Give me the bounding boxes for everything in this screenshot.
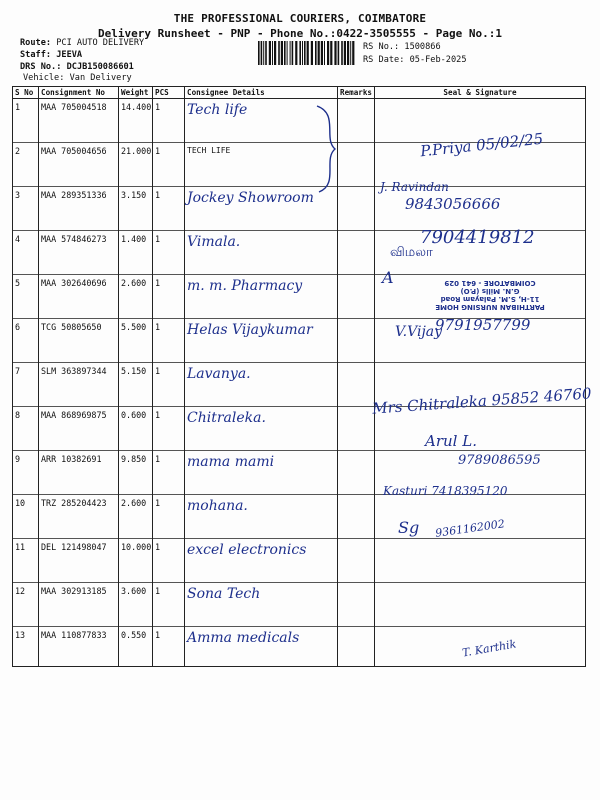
- cell-remarks: [338, 231, 375, 275]
- cell-pcs: 1: [153, 407, 185, 451]
- barcode-bar: [352, 41, 354, 65]
- barcode-bar: [341, 41, 343, 65]
- cell-remarks: [338, 99, 375, 143]
- signature-bottom: T. Karthik: [461, 637, 518, 660]
- cell-pcs: 1: [153, 583, 185, 627]
- barcode-bar: [344, 41, 346, 65]
- col-header-seal: Seal & Signature: [375, 87, 586, 99]
- col-header-consignee: Consignee Details: [185, 87, 338, 99]
- signature-row-11-phone: 9361162002: [434, 517, 506, 540]
- cell-sno: 9: [13, 451, 39, 495]
- runsheet-table: [12, 86, 586, 667]
- cell-consignee: TECH LIFE: [185, 143, 338, 187]
- signature-row-4-phone: 7904419812: [420, 227, 535, 248]
- staff-value: JEEVA: [56, 50, 83, 60]
- cell-consignment-no: MAA 302913185: [39, 583, 119, 627]
- barcode-bar: [290, 41, 291, 65]
- cell-sno: 8: [13, 407, 39, 451]
- signature-row-8: Mrs Chitraleka 95852 46760: [371, 384, 593, 418]
- rs-date-value: 05-Feb-2025: [409, 55, 467, 65]
- rs-no-value: 1500866: [404, 42, 441, 52]
- barcode-bar: [315, 41, 317, 65]
- staff-line: [20, 50, 82, 60]
- cell-pcs: 1: [153, 275, 185, 319]
- cell-consignee: m. m. Pharmacy: [185, 275, 338, 319]
- cell-remarks: [338, 187, 375, 231]
- cell-pcs: 1: [153, 495, 185, 539]
- barcode-bar: [269, 41, 271, 65]
- table-row: [13, 583, 586, 627]
- stamp-line-4: COIMBATORE - 641 029: [444, 279, 536, 287]
- cell-sno: 1: [13, 99, 39, 143]
- drs-value: DCJB150086601: [66, 62, 134, 72]
- cell-consignee: mohana.: [185, 495, 338, 539]
- cell-pcs: 1: [153, 539, 185, 583]
- drs-label: DRS No.:: [20, 62, 62, 72]
- signature-row-3-phone: 9843056666: [405, 195, 501, 213]
- rs-date-line: [363, 55, 467, 65]
- barcode-bar: [347, 41, 349, 65]
- cell-sno: 7: [13, 363, 39, 407]
- cell-weight: 2.600: [119, 495, 153, 539]
- cell-sno: 3: [13, 187, 39, 231]
- cell-consignee: Tech life: [185, 99, 338, 143]
- cell-consignment-no: TCG 50805650: [39, 319, 119, 363]
- cell-weight: 21.000: [119, 143, 153, 187]
- cell-consignment-no: MAA 302640696: [39, 275, 119, 319]
- barcode-bar: [295, 41, 297, 65]
- signature-row-4-name: விமலா: [390, 245, 433, 260]
- signature-row-5: A: [382, 268, 394, 287]
- cell-consignee: Amma medicals: [185, 627, 338, 667]
- cell-remarks: [338, 495, 375, 539]
- barcode-bar: [338, 41, 340, 65]
- route-line: [20, 38, 144, 48]
- cell-consignment-no: MAA 574846273: [39, 231, 119, 275]
- barcode-bar: [272, 41, 273, 65]
- col-header-consignment: Consignment No: [39, 87, 119, 99]
- table-row: [13, 407, 586, 451]
- barcode-bar: [278, 41, 280, 65]
- barcode-bar: [311, 41, 313, 65]
- barcode-bar: [299, 41, 301, 65]
- barcode-bar: [321, 41, 323, 65]
- stamp-line-2: 11-H, S.M. Palayam Road: [440, 295, 540, 303]
- cell-consignment-no: DEL 121498047: [39, 539, 119, 583]
- cell-seal-signature: [375, 583, 586, 627]
- barcode-bar: [324, 41, 325, 65]
- cell-weight: 0.600: [119, 407, 153, 451]
- signature-row-6-phone: 9791957799: [435, 316, 531, 334]
- cell-seal-signature: [375, 539, 586, 583]
- barcode-bar: [302, 41, 303, 65]
- col-header-weight: Weight: [119, 87, 153, 99]
- signature-row-10: Kasturi 7418395120: [383, 484, 508, 498]
- cell-consignment-no: MAA 705004656: [39, 143, 119, 187]
- barcode-bar: [258, 41, 260, 65]
- barcode-bar: [334, 41, 336, 65]
- barcode-bar: [304, 41, 306, 65]
- barcode-bar: [287, 41, 288, 65]
- cell-remarks: [338, 143, 375, 187]
- barcode-bar: [281, 41, 283, 65]
- cell-weight: 3.150: [119, 187, 153, 231]
- cell-pcs: 1: [153, 363, 185, 407]
- cell-sno: 10: [13, 495, 39, 539]
- cell-remarks: [338, 275, 375, 319]
- cell-sno: 12: [13, 583, 39, 627]
- staff-label: Staff:: [20, 50, 52, 60]
- runsheet-subtitle: Delivery Runsheet - PNP - Phone No.:0422-3505555 - Page No.:1: [98, 27, 502, 40]
- vehicle-value: Van Delivery: [69, 73, 132, 83]
- cell-remarks: [338, 539, 375, 583]
- barcode-bar: [284, 41, 286, 65]
- cell-sno: 2: [13, 143, 39, 187]
- barcode-bar: [292, 41, 294, 65]
- barcode-bar: [265, 41, 267, 65]
- bracket-mark: [313, 104, 343, 194]
- rs-no-line: [363, 42, 441, 52]
- signature-row-3-name: J. Ravindan: [380, 180, 449, 194]
- cell-weight: 1.400: [119, 231, 153, 275]
- rs-no-label: RS No.:: [363, 42, 400, 52]
- cell-sno: 13: [13, 627, 39, 667]
- cell-weight: 5.150: [119, 363, 153, 407]
- barcode-bar: [350, 41, 351, 65]
- cell-sno: 5: [13, 275, 39, 319]
- cell-consignee: Helas Vijaykumar: [185, 319, 338, 363]
- cell-consignment-no: SLM 363897344: [39, 363, 119, 407]
- cell-remarks: [338, 407, 375, 451]
- cell-pcs: 1: [153, 231, 185, 275]
- col-header-pcs: PCS: [153, 87, 185, 99]
- cell-remarks: [338, 583, 375, 627]
- barcode-bar: [327, 41, 329, 65]
- cell-weight: 9.850: [119, 451, 153, 495]
- table-header-row: [13, 87, 586, 99]
- route-label: Route:: [20, 38, 52, 48]
- barcode-bar: [318, 41, 320, 65]
- table-row: [13, 495, 586, 539]
- cell-consignment-no: TRZ 285204423: [39, 495, 119, 539]
- route-value: PCI AUTO DELIVERY: [56, 38, 145, 48]
- cell-remarks: [338, 451, 375, 495]
- stamp-line-3: G.N. Mills (P.O): [460, 287, 520, 295]
- cell-sno: 11: [13, 539, 39, 583]
- cell-consignee: Vimala.: [185, 231, 338, 275]
- col-header-remarks: Remarks: [338, 87, 375, 99]
- cell-weight: 0.550: [119, 627, 153, 667]
- table-row: [13, 539, 586, 583]
- cell-weight: 2.600: [119, 275, 153, 319]
- cell-pcs: 1: [153, 451, 185, 495]
- barcode-bar: [307, 41, 309, 65]
- cell-weight: 5.500: [119, 319, 153, 363]
- cell-sno: 4: [13, 231, 39, 275]
- company-title: THE PROFESSIONAL COURIERS, COIMBATORE: [173, 12, 427, 25]
- col-header-sno: S No: [13, 87, 39, 99]
- signature-row-2: P.Priya 05/02/25: [419, 129, 545, 161]
- cell-weight: 10.000: [119, 539, 153, 583]
- cell-consignment-no: MAA 110877833: [39, 627, 119, 667]
- cell-consignment-no: ARR 10382691: [39, 451, 119, 495]
- cell-consignment-no: MAA 289351336: [39, 187, 119, 231]
- barcode-bar: [263, 41, 264, 65]
- cell-weight: 14.400: [119, 99, 153, 143]
- cell-pcs: 1: [153, 187, 185, 231]
- signature-row-11-initials: Sg: [398, 518, 420, 537]
- cell-pcs: 1: [153, 143, 185, 187]
- cell-consignee: Sona Tech: [185, 583, 338, 627]
- cell-pcs: 1: [153, 319, 185, 363]
- signature-row-9-phone: 9789086595: [458, 453, 541, 468]
- cell-pcs: 1: [153, 627, 185, 667]
- cell-pcs: 1: [153, 99, 185, 143]
- signature-row-6-name: V.Vijay: [395, 324, 443, 340]
- barcode-bar: [330, 41, 332, 65]
- seal-stamp: [405, 269, 575, 311]
- vehicle-line: [23, 73, 132, 83]
- cell-remarks: [338, 319, 375, 363]
- barcode-image: [258, 41, 356, 65]
- cell-remarks: [338, 627, 375, 667]
- drs-line: [20, 62, 134, 72]
- vehicle-label: Vehicle:: [23, 73, 65, 83]
- cell-consignee: Chitraleka.: [185, 407, 338, 451]
- stamp-line-1: PARTHIBAN NURSING HOME: [435, 303, 545, 311]
- cell-consignee: Jockey Showroom: [185, 187, 338, 231]
- cell-weight: 3.600: [119, 583, 153, 627]
- cell-consignee: excel electronics: [185, 539, 338, 583]
- cell-consignment-no: MAA 705004518: [39, 99, 119, 143]
- cell-sno: 6: [13, 319, 39, 363]
- cell-consignment-no: MAA 868969875: [39, 407, 119, 451]
- cell-remarks: [338, 363, 375, 407]
- cell-consignee: mama mami: [185, 451, 338, 495]
- signature-row-9-name: Arul L.: [425, 432, 477, 450]
- cell-consignee: Lavanya.: [185, 363, 338, 407]
- rs-date-label: RS Date:: [363, 55, 405, 65]
- barcode-bar: [274, 41, 276, 65]
- barcode-bar: [261, 41, 263, 65]
